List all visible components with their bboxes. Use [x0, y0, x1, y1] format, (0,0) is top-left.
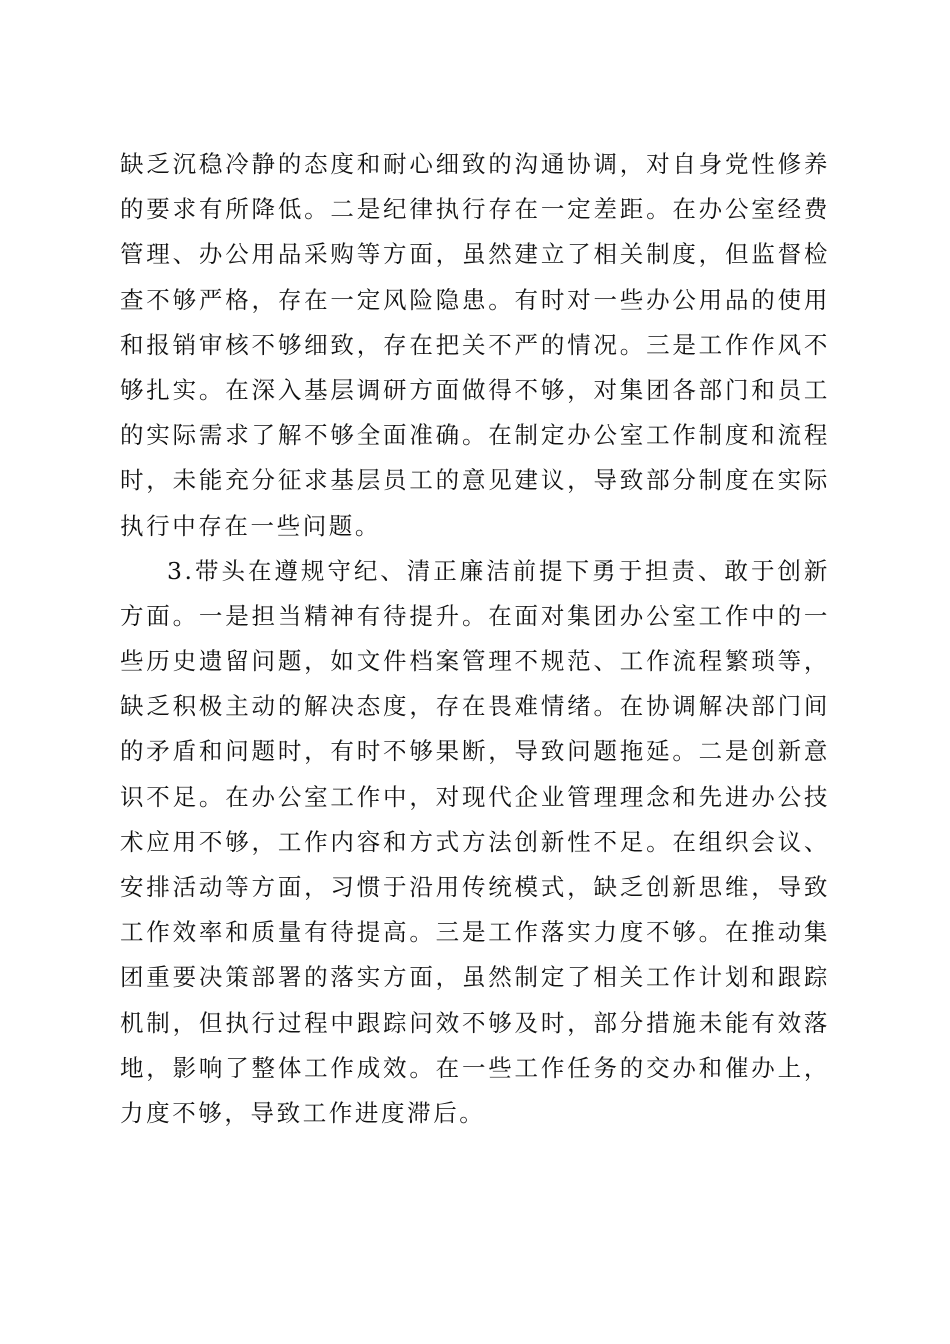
- text-line: 些历史遗留问题，如文件档案管理不规范、工作流程繁琐等，: [120, 647, 830, 676]
- text-line: 的实际需求了解不够全面准确。在制定办公室工作制度和流程: [120, 421, 830, 450]
- text-line: 够扎实。在深入基层调研方面做得不够，对集团各部门和员工: [120, 375, 830, 404]
- text-line: 缺乏积极主动的解决态度，存在畏难情绪。在协调解决部门间: [120, 692, 830, 721]
- text-line: 查不够严格，存在一定风险隐患。有时对一些办公用品的使用: [120, 285, 830, 314]
- text-line: 术应用不够，工作内容和方式方法创新性不足。在组织会议、: [120, 827, 830, 856]
- text-line: 的矛盾和问题时，有时不够果断，导致问题拖延。二是创新意: [120, 737, 830, 766]
- body-text: [120, 142, 830, 1136]
- text-line: 执行中存在一些问题。: [120, 511, 381, 540]
- text-line: 机制，但执行过程中跟踪问效不够及时，部分措施未能有效落: [120, 1008, 830, 1037]
- section-heading-line: 3.带头在遵规守纪、清正廉洁前提下勇于担责、敢于创新: [167, 556, 830, 585]
- text-line: 缺乏沉稳冷静的态度和耐心细致的沟通协调，对自身党性修养: [120, 150, 830, 178]
- text-line: 的要求有所降低。二是纪律执行存在一定差距。在办公室经费: [120, 195, 830, 224]
- paragraph-continuation: [120, 142, 830, 549]
- text-line: 地，影响了整体工作成效。在一些工作任务的交办和催办上，: [120, 1053, 830, 1082]
- text-line: 安排活动等方面，习惯于沿用传统模式，缺乏创新思维，导致: [120, 873, 830, 901]
- text-line: 工作效率和质量有待提高。三是工作落实力度不够。在推动集: [120, 918, 830, 947]
- paragraph-section-3: [120, 549, 830, 1136]
- text-line: 力度不够，导致工作进度滞后。: [120, 1098, 486, 1127]
- text-line: 管理、办公用品采购等方面，虽然建立了相关制度，但监督检: [120, 240, 830, 269]
- text-line: 方面。一是担当精神有待提升。在面对集团办公室工作中的一: [120, 601, 830, 630]
- text-line: 时，未能充分征求基层员工的意见建议，导致部分制度在实际: [120, 466, 830, 495]
- text-line: 识不足。在办公室工作中，对现代企业管理理念和先进办公技: [120, 782, 830, 811]
- text-line: 和报销审核不够细致，存在把关不严的情况。三是工作作风不: [120, 330, 830, 359]
- text-line: 团重要决策部署的落实方面，虽然制定了相关工作计划和跟踪: [120, 963, 830, 992]
